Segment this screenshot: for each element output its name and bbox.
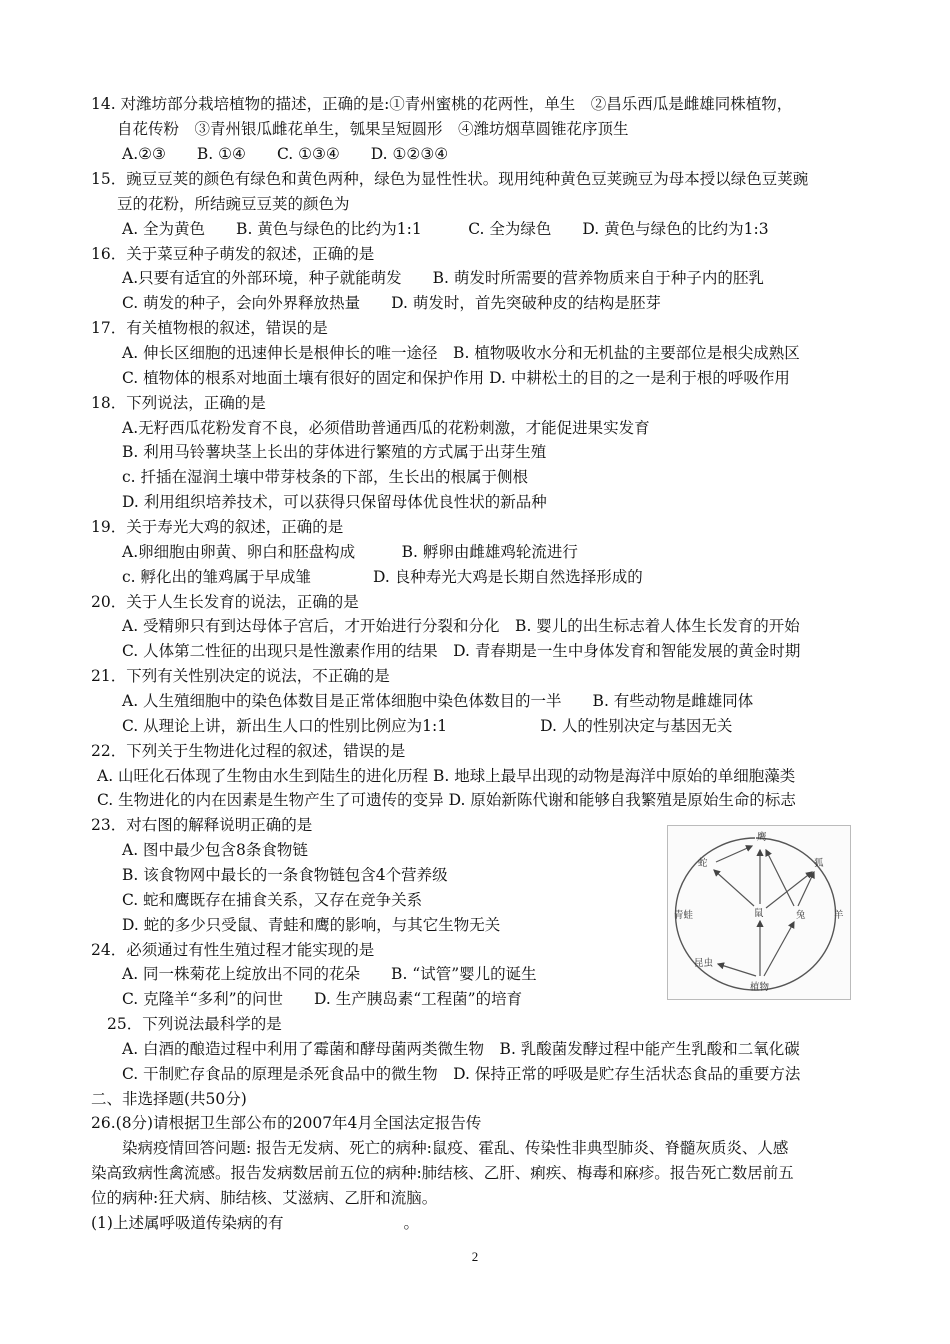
q25-options-ab: A. 白酒的酿造过程中利用了霉菌和酵母菌两类微生物 B. 乳酸菌发酵过程中能产生乳酸和二氧化碳 — [122, 1040, 800, 1058]
q16-stem: 16．关于菜豆种子萌发的叙述，正确的是 — [91, 245, 375, 263]
q23-option-d: D. 蛇的多少只受鼠、青蛙和鹰的影响，与其它生物无关 — [122, 916, 501, 934]
q14-stem-line2: 自花传粉 ③青州银瓜雌花单生，瓠果呈短圆形 ④潍坊烟草圆锥花序顶生 — [117, 120, 629, 138]
section-two-heading: 二、非选择题(共50分) — [91, 1090, 247, 1108]
q17-stem: 17．有关植物根的叙述，错误的是 — [91, 319, 328, 337]
q19-options-ab: A.卵细胞由卵黄、卵白和胚盘构成 B. 孵卵由雌雄鸡轮流进行 — [122, 543, 578, 561]
q18-option-d: D. 利用组织培养技术，可以获得只保留母体优良性状的新品种 — [122, 493, 547, 511]
q24-stem: 24．必须通过有性生殖过程才能实现的是 — [91, 941, 375, 959]
arrow-snake-to-eagle — [716, 846, 752, 862]
q23-stem: 23．对右图的解释说明正确的是 — [91, 816, 313, 834]
q20-stem: 20．关于人生长发育的说法，正确的是 — [91, 593, 359, 611]
label-plant: 植物 — [750, 982, 770, 993]
arrow-plant-to-rabbit — [764, 922, 794, 976]
q21-options-cd: C. 从理论上讲，新出生人口的性别比例应为1:1 D. 人的性别决定与基因无关 — [122, 717, 733, 735]
food-web-svg — [668, 826, 850, 999]
page-number: 2 — [471, 1249, 479, 1264]
q18-option-b: B. 利用马铃薯块茎上长出的芽体进行繁殖的方式属于出芽生殖 — [122, 443, 547, 461]
q14-stem-line1: 14. 对潍坊部分栽培植物的描述，正确的是:①青州蜜桃的花两性，单生 ②昌乐西瓜是雌雄同株植物， — [91, 95, 793, 113]
arrow-plant-to-insect — [718, 964, 756, 976]
q23-option-c: C. 蛇和鹰既存在捕食关系，又存在竞争关系 — [122, 891, 423, 909]
q19-stem: 19．关于寿光大鸡的叙述，正确的是 — [91, 518, 344, 536]
q16-options-cd: C. 萌发的种子，会向外界释放热量 D. 萌发时，首先突破种皮的结构是胚芽 — [122, 294, 661, 312]
arrow-mouse-to-snake — [714, 870, 754, 906]
q26-stem-line2: 染病疫情回答问题: 报告无发病、死亡的病种:鼠疫、霍乱、传染性非典型肺炎、脊髓灰质炎、人感 — [122, 1139, 789, 1157]
q21-stem: 21．下列有关性别决定的说法，不正确的是 — [91, 667, 390, 685]
q16-options-ab: A.只要有适宜的外部环境，种子就能萌发 B. 萌发时所需要的营养物质来自于种子内的胚乳 — [122, 269, 764, 287]
q26-part1-text: (1)上述属呼吸道传染病的有 — [91, 1214, 284, 1232]
label-sheep: 羊 — [834, 910, 844, 921]
q18-option-a: A.无籽西瓜花粉发育不良，必须借助普通西瓜的花粉刺激，才能促进果实发育 — [122, 419, 650, 437]
q18-stem: 18．下列说法，正确的是 — [91, 394, 266, 412]
q17-options-cd: C. 植物体的根系对地面土壤有很好的固定和保护作用 D. 中耕松土的目的之一是利于根的呼吸作用 — [122, 369, 790, 387]
q26-part1 — [91, 1213, 419, 1233]
q23-option-b: B. 该食物网中最长的一条食物链包含4个营养级 — [122, 866, 448, 884]
q15-options: A. 全为黄色 B. 黄色与绿色的比约为1:1 C. 全为绿色 D. 黄色与绿色的比约为1:3 — [122, 220, 769, 238]
q22-options-ab: A. 山旺化石体现了生物由水生到陆生的进化历程 B. 地球上最早出现的动物是海洋中原始的单细胞藻类 — [97, 767, 796, 785]
q26-part1-end: 。 — [403, 1214, 419, 1232]
q15-stem-line2: 豆的花粉，所结豌豆豆荚的颜色为 — [117, 195, 350, 213]
q18-option-c: c. 扦插在湿润土壤中带芽枝条的下部，生长出的根属于侧根 — [122, 468, 529, 486]
q24-options-ab: A. 同一株菊花上绽放出不同的花朵 B. “试管”婴儿的诞生 — [122, 965, 537, 983]
q17-options-ab: A. 伸长区细胞的迅速伸长是根伸长的唯一途径 B. 植物吸收水分和无机盐的主要部位是根尖成熟区 — [122, 344, 800, 362]
label-mouse: 鼠 — [754, 908, 764, 919]
label-insect: 昆虫 — [694, 958, 714, 969]
q20-options-ab: A. 受精卵只有到达母体子宫后，才开始进行分裂和分化 B. 婴儿的出生标志着人体生长发育的开始 — [122, 617, 800, 635]
q19-options-cd: c. 孵化出的雏鸡属于早成雏 D. 良种寿光大鸡是长期自然选择形成的 — [122, 568, 643, 586]
q22-options-cd: C. 生物进化的内在因素是生物产生了可遗传的变异 D. 原始新陈代谢和能够自我繁殖是原始生命的标志 — [97, 791, 796, 809]
q26-stem-line4: 位的病种:狂犬病、肺结核、艾滋病、乙肝和流脑。 — [91, 1189, 438, 1207]
label-snake: 蛇 — [698, 858, 708, 869]
q23-option-a: A. 图中最少包含8条食物链 — [122, 841, 308, 859]
q25-stem: 25．下列说法最科学的是 — [107, 1015, 282, 1033]
q26-stem-line1: 26.(8分)请根据卫生部公布的2007年4月全国法定报告传 — [91, 1114, 482, 1132]
label-fox: 狐 — [814, 858, 824, 869]
q22-stem: 22．下列关于生物进化过程的叙述，错误的是 — [91, 742, 406, 760]
label-rabbit: 兔 — [796, 910, 806, 921]
q24-options-cd: C. 克隆羊“多利”的问世 D. 生产胰岛素“工程菌”的培育 — [122, 990, 523, 1008]
q21-options-ab: A. 人生殖细胞中的染色体数目是正常体细胞中染色体数目的一半 B. 有些动物是雌雄同体 — [122, 692, 754, 710]
label-eagle: 鹰 — [757, 832, 767, 843]
label-frog: 青蛙 — [674, 910, 694, 921]
q25-options-cd: C. 干制贮存食品的原理是杀死食品中的微生物 D. 保持正常的呼吸是贮存生活状态食品的重要方法 — [122, 1065, 801, 1083]
food-web-diagram — [667, 825, 851, 1000]
q15-stem-line1: 15．豌豆豆荚的颜色有绿色和黄色两种，绿色为显性性状。现用纯种黄色豆荚豌豆为母本授以绿色豆荚豌 — [91, 170, 809, 188]
q20-options-cd: C. 人体第二性征的出现只是性激素作用的结果 D. 青春期是一生中身体发育和智能发展的黄金时期 — [122, 642, 801, 660]
q14-options: A.②③ B. ①④ C. ①③④ D. ①②③④ — [122, 145, 449, 163]
q26-stem-line3: 染高致病性禽流感。报告发病数居前五位的病种:肺结核、乙肝、痢疾、梅毒和麻疹。报告死亡数居前五 — [91, 1164, 794, 1182]
